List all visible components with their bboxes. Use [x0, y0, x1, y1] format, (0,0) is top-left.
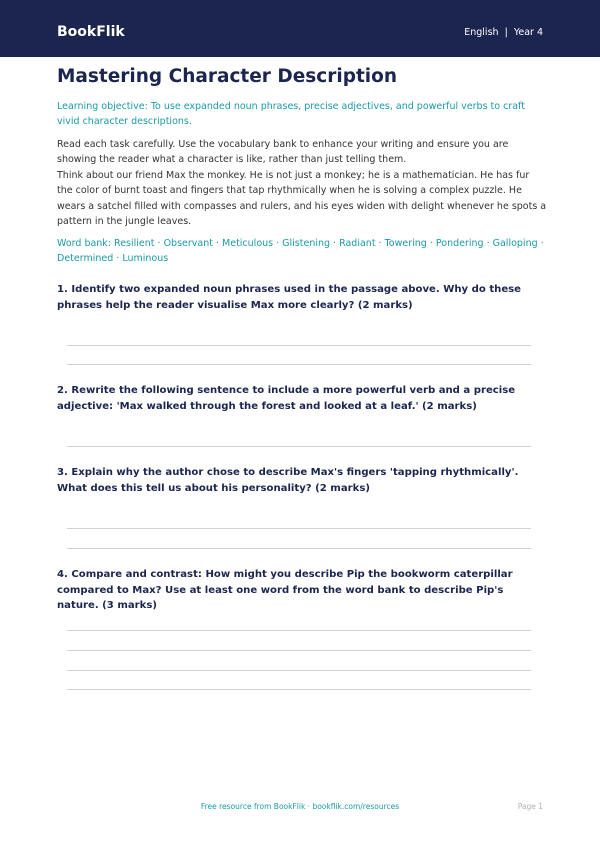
question-1: 1. Identify two expanded noun phrases used in the passage above. Why do these phrases help the reader visualise Max more clearly? (2 marks) — [57, 284, 522, 311]
answer-line[interactable] — [67, 650, 531, 651]
passage-text: Think about our friend Max the monkey. He is not just a monkey; he is a mathematician. He has fur the color of burnt toast and fingers that tap rhythmically when he is solving a complex puzzle. He wears a satchel filled with compasses and rulers, and his eyes widen with delight whenever he spots a pattern in the jungle leaves. — [57, 170, 547, 228]
answer-line[interactable] — [67, 364, 531, 365]
question-4: 4. Compare and contrast: How might you describe Pip the bookworm caterpillar compared to Max? Use at least one word from the word bank to describe Pip's nature. (3 marks) — [57, 569, 513, 612]
answer-line[interactable] — [67, 446, 531, 447]
word-bank: Word bank: Resilient · Observant · Meticulous · Glistening · Radiant · Towering · Pondering · Galloping · Determined · Luminous — [57, 238, 544, 265]
answer-line[interactable] — [67, 670, 531, 671]
answer-line[interactable] — [67, 345, 531, 346]
answer-line[interactable] — [67, 689, 531, 690]
footer-resource-link[interactable]: Free resource from BookFlik · bookflik.com/resources — [200, 802, 400, 811]
answer-line[interactable] — [67, 630, 531, 631]
question-2: 2. Rewrite the following sentence to include a more powerful verb and a precise adjective: 'Max walked through the forest and looked at a leaf.' (2 marks) — [57, 385, 516, 412]
page-number: Page 1 — [517, 802, 543, 811]
worksheet-title: Mastering Character Description — [57, 66, 398, 87]
instructions-text: Read each task carefully. Use the vocabulary bank to enhance your writing and ensure you are showing the reader what a character is like, rather than just telling them. — [57, 139, 509, 166]
answer-line[interactable] — [67, 548, 531, 549]
question-3: 3. Explain why the author chose to describe Max's fingers 'tapping rhythmically'. What does this tell us about his personality? (2 marks) — [57, 467, 519, 494]
learning-objective: Learning objective: To use expanded noun phrases, precise adjectives, and powerful verbs to craft vivid character descriptions. — [57, 101, 525, 128]
brand-logo-text: BookFlik — [57, 24, 125, 40]
subject-year-label: English | Year 4 — [464, 27, 543, 38]
page-header — [0, 0, 600, 57]
answer-line[interactable] — [67, 528, 531, 529]
